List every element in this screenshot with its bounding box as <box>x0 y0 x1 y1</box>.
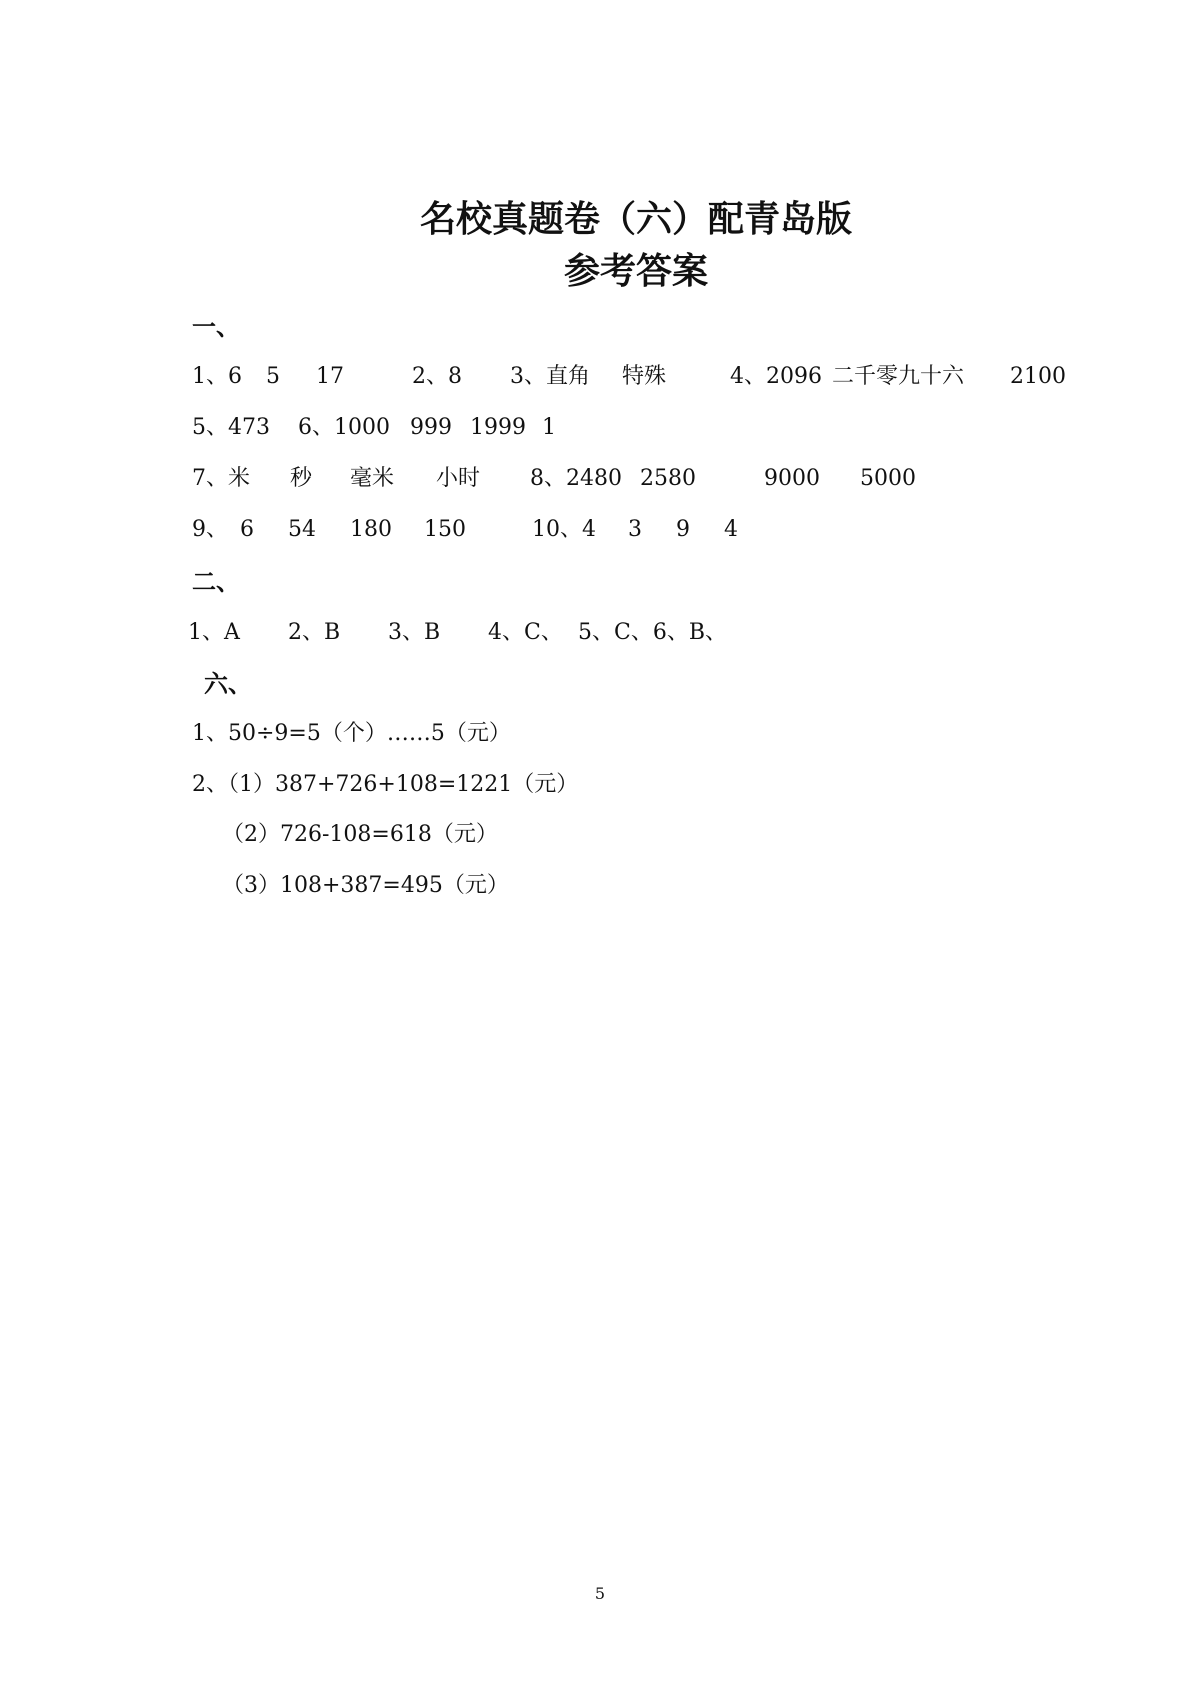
answer-line-6: 1、50÷9=5（个）……5（元） <box>192 721 511 746</box>
answer-item: 999 <box>410 415 452 440</box>
section-heading-2: 二、 <box>192 568 240 596</box>
answer-item: 毫米 <box>350 466 395 491</box>
answer-item: 2580 <box>640 466 696 491</box>
section-heading-6: 六、 <box>204 670 252 698</box>
answer-item: 9、 <box>192 517 228 542</box>
answer-item: 1、A <box>188 620 240 645</box>
answer-item: 6 <box>240 517 254 542</box>
answer-item: 150 <box>424 517 466 542</box>
answer-item: 秒 <box>290 466 313 491</box>
answer-item: 2100 <box>1010 364 1066 389</box>
answer-item: 1999 <box>470 415 526 440</box>
answer-item: 3、直角 <box>510 364 590 389</box>
answer-item: 3、B <box>388 620 441 645</box>
page-title: 名校真题卷（六）配青岛版 <box>419 199 852 240</box>
answer-item: 17 <box>316 364 344 389</box>
answer-item: 2、8 <box>412 364 462 389</box>
answer-item: 4 <box>724 517 738 542</box>
page-number: 5 <box>594 1584 606 1603</box>
answer-item: 1 <box>542 415 556 440</box>
answer-item: 4、2096 <box>730 364 822 389</box>
answer-item: 4、C、 <box>488 620 563 645</box>
answer-item: 180 <box>350 517 392 542</box>
answer-item: 小时 <box>436 466 481 491</box>
answer-item: 特殊 <box>622 364 667 389</box>
answer-item: 5、473 <box>192 415 270 440</box>
answer-item: 9000 <box>764 466 820 491</box>
section-heading-1: 一、 <box>192 313 240 341</box>
answer-item: 3 <box>628 517 642 542</box>
answer-item: 5000 <box>860 466 916 491</box>
answer-item: 二千零九十六 <box>832 364 965 389</box>
answer-line-7: 2、（1）387+726+108=1221（元） <box>192 772 579 797</box>
answer-item: 8、2480 <box>530 466 622 491</box>
answer-item: 54 <box>288 517 316 542</box>
answer-line-9: （3）108+387=495（元） <box>222 873 509 898</box>
answer-item: 9 <box>676 517 690 542</box>
answer-item: 1、6 <box>192 364 242 389</box>
answer-item: 5、C、6、B、 <box>578 620 727 645</box>
answer-item: 10、4 <box>532 517 596 542</box>
page-subtitle: 参考答案 <box>563 251 708 292</box>
answer-item: 2、B <box>288 620 341 645</box>
answer-item: 6、1000 <box>298 415 390 440</box>
answer-item: 5 <box>266 364 280 389</box>
answer-line-8: （2）726-108=618（元） <box>222 822 498 847</box>
answer-item: 7、米 <box>192 466 250 491</box>
